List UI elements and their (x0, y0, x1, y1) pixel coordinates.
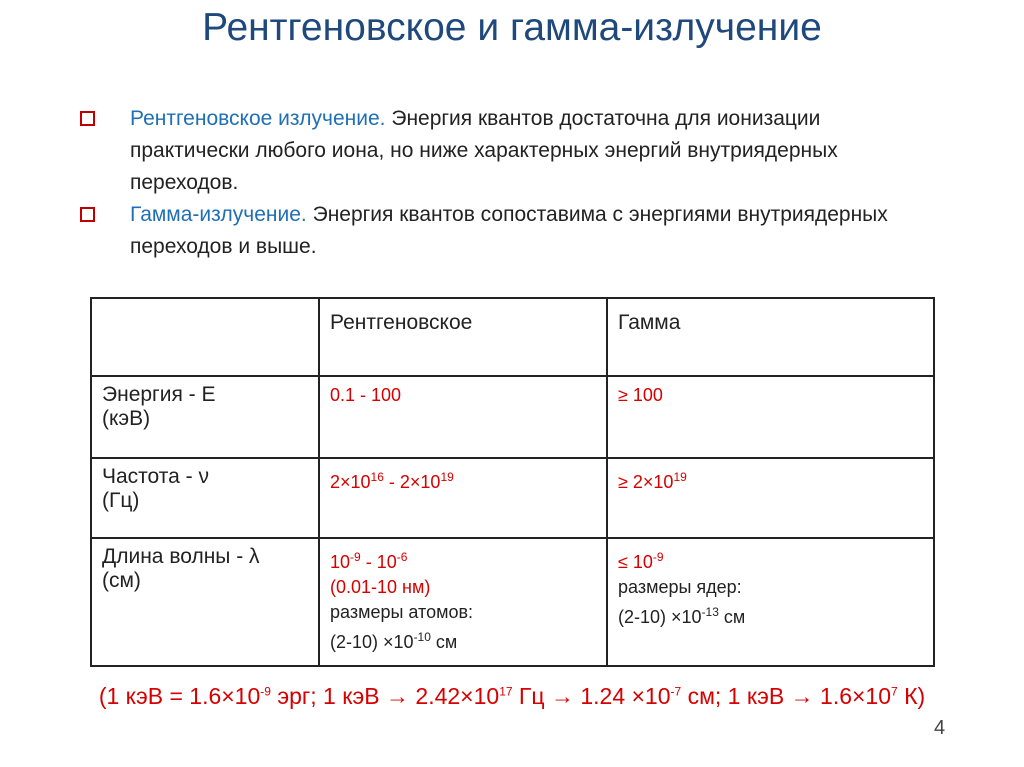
footnote-part: см; 1 кэВ → 1.6×10 (681, 683, 892, 709)
value-part: 10 (330, 552, 351, 572)
bullet-list (80, 103, 900, 263)
value-part: - 10 (360, 552, 397, 572)
page-number: 4 (934, 717, 946, 739)
slide-title: Рентгеновское и гамма-излучение (202, 6, 822, 49)
bullet-text: Энергия квантов сопоставима с энергиями внутриядерных переходов и выше. (130, 203, 888, 258)
bullet-text: Энергия квантов достаточна для ионизации практически любого иона, но ниже характерных энергий внутриядерных переходов. (130, 107, 838, 194)
footnote-part: Гц → 1.24 ×10 (512, 683, 671, 709)
value-unit: см (430, 632, 458, 652)
exponent: -9 (652, 550, 664, 564)
wavelength-range (330, 545, 596, 575)
header-cell-gamma: Гамма (607, 298, 934, 376)
gamma-energy-cell: ≥ 100 (607, 376, 934, 458)
value-part: ≤ 10 (618, 552, 653, 572)
gamma-frequency-cell (607, 458, 934, 538)
value-part: (2-10) ×10 (618, 607, 702, 627)
table-row-energy (91, 376, 934, 458)
exponent: -13 (701, 605, 719, 619)
atom-size-range (330, 625, 596, 655)
conversion-footnote (0, 683, 1024, 710)
gamma-wavelength-cell (607, 538, 934, 666)
exponent: 19 (673, 470, 687, 484)
xray-energy-cell: 0.1 - 100 (319, 376, 607, 458)
row-label-name: Частота - ν (102, 465, 209, 488)
bullet-gamma (80, 199, 900, 263)
footnote-part: К) (897, 683, 926, 709)
square-bullet-icon (80, 207, 95, 222)
table-header-row (91, 298, 934, 376)
wavelength-range (618, 545, 923, 575)
comparison-table (90, 297, 935, 667)
exponent: -9 (350, 550, 361, 564)
exponent: 16 (370, 470, 384, 484)
value-part: ≥ 2×10 (618, 472, 674, 492)
exponent: 19 (440, 470, 454, 484)
row-label (91, 376, 319, 458)
row-label-name: Длина волны - λ (102, 545, 260, 568)
bullet-term: Рентгеновское излучение. (130, 107, 386, 130)
atom-size-note: размеры атомов: (330, 602, 474, 622)
xray-wavelength-cell (319, 538, 607, 666)
exponent: -9 (260, 684, 271, 699)
nucleus-size-note: размеры ядер: (618, 577, 742, 597)
xray-frequency-cell (319, 458, 607, 538)
exponent: 7 (891, 684, 898, 699)
row-label-unit: (Гц) (102, 489, 140, 512)
exponent: 17 (499, 684, 513, 699)
value-part: (2-10) ×10 (330, 632, 414, 652)
bullet-xray (80, 103, 900, 199)
footnote-part: эрг; 1 кэВ → 2.42×10 (270, 683, 500, 709)
table-row-wavelength (91, 538, 934, 666)
exponent: -7 (670, 684, 682, 699)
wavelength-nm: (0.01-10 нм) (330, 577, 431, 597)
header-cell-xray: Рентгеновское (319, 298, 607, 376)
value-part: 2×10 (330, 472, 371, 492)
value-part: - 2×10 (383, 472, 441, 492)
footnote-part: (1 кэВ = 1.6×10 (98, 683, 261, 709)
exponent: -6 (396, 550, 408, 564)
value-unit: см (718, 607, 746, 627)
row-label-name: Энергия - Е (102, 383, 216, 406)
header-cell-empty (91, 298, 319, 376)
row-label (91, 458, 319, 538)
row-label-unit: (см) (102, 569, 141, 592)
row-label (91, 538, 319, 666)
row-label-unit: (кэВ) (102, 407, 151, 430)
bullet-term: Гамма-излучение. (130, 203, 307, 226)
table-row-frequency (91, 458, 934, 538)
square-bullet-icon (80, 111, 95, 126)
exponent: -10 (413, 630, 431, 644)
nucleus-size-range (618, 600, 923, 630)
